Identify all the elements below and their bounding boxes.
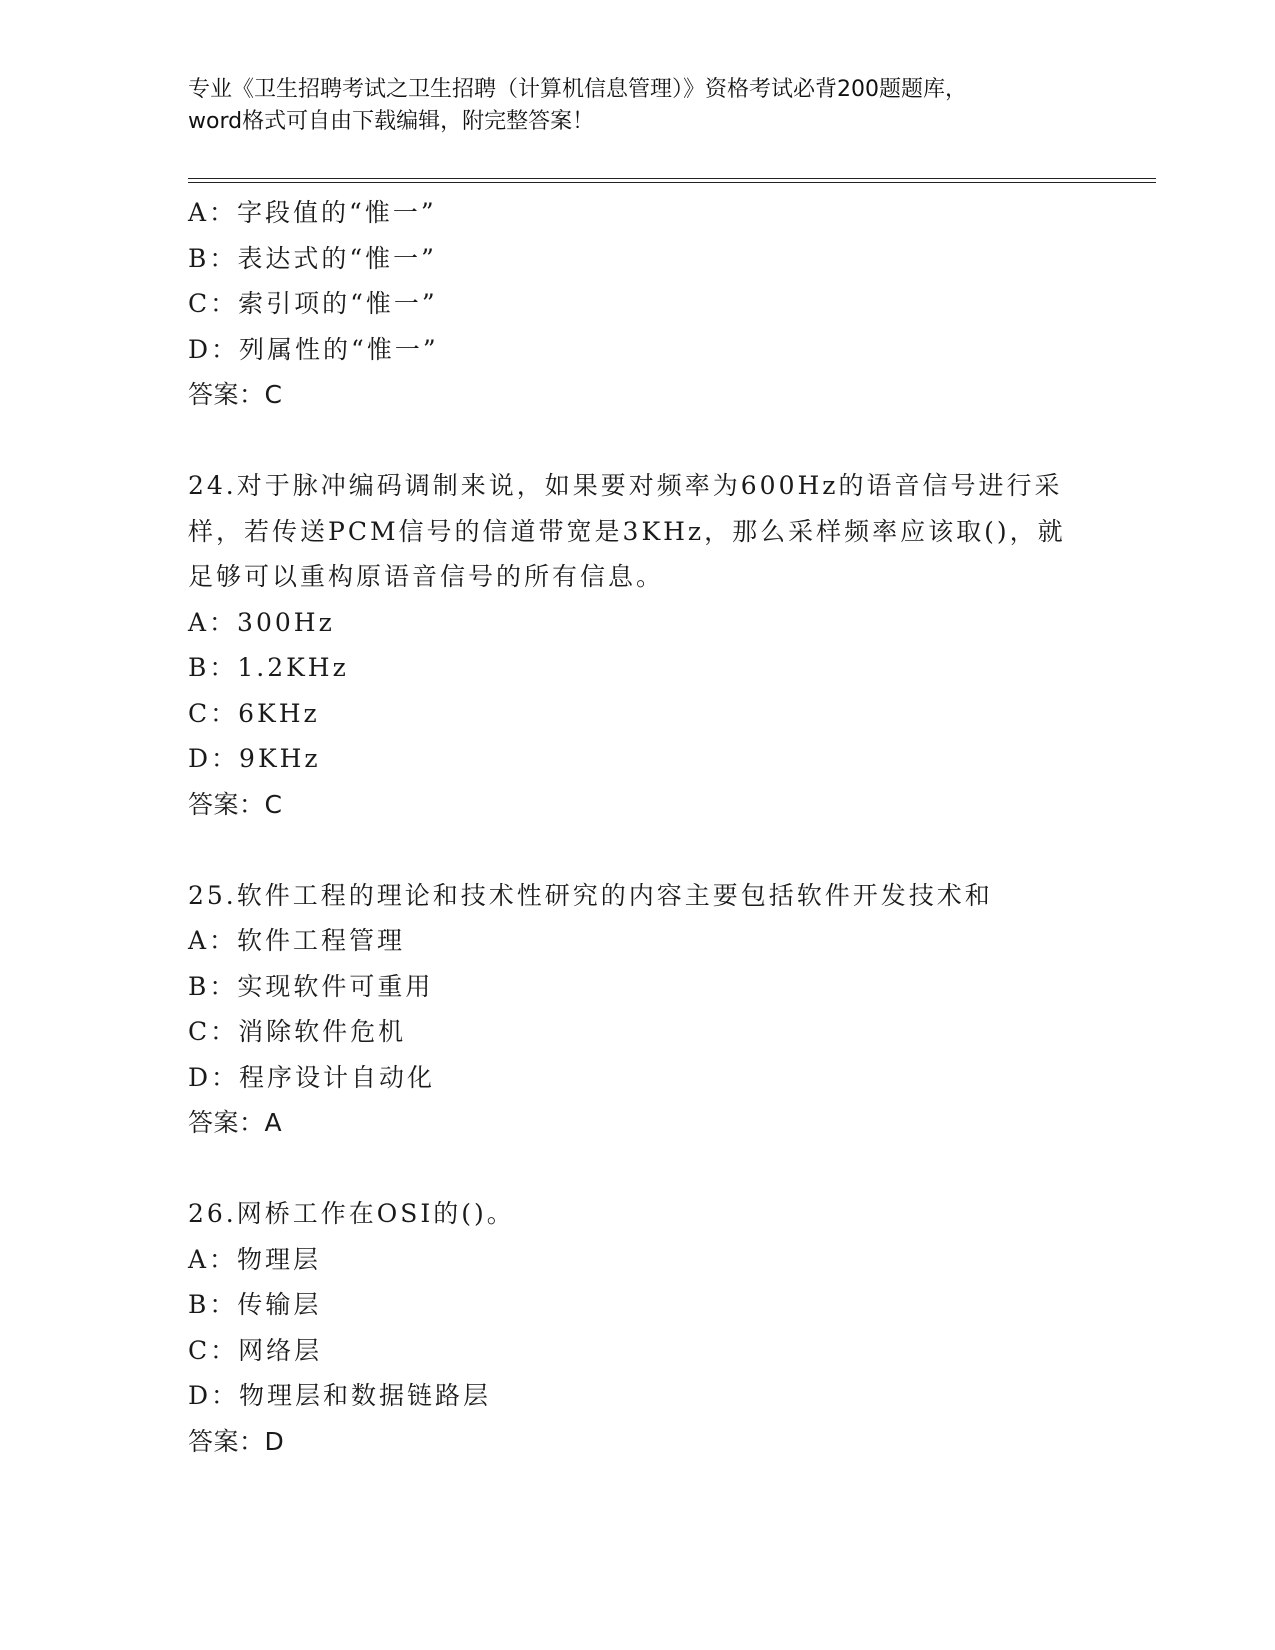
question-26-block bbox=[188, 1191, 1088, 1464]
option-c: C：网络层 bbox=[188, 1335, 323, 1365]
option-c: C：索引项的“惟一” bbox=[188, 289, 438, 318]
question-list bbox=[188, 190, 1088, 1464]
option-b: B：1.2KHz bbox=[188, 653, 349, 682]
header-divider-top bbox=[188, 178, 1156, 179]
option-b: B：表达式的“惟一” bbox=[188, 243, 437, 273]
spacer bbox=[188, 1146, 1088, 1192]
question-25-block bbox=[188, 873, 1088, 1146]
option-a: A：软件工程管理 bbox=[188, 926, 406, 955]
header-title-line-1: 专业《卫生招聘考试之卫生招聘（计算机信息管理）》资格考试必背200题题库， bbox=[188, 77, 967, 102]
option-b: B：传输层 bbox=[188, 1290, 322, 1319]
question-text-line: 26.网桥工作在OSI的()。 bbox=[188, 1199, 515, 1228]
option-d: D：程序设计自动化 bbox=[188, 1062, 436, 1092]
header-divider-bottom bbox=[188, 182, 1156, 183]
question-text-line: 24.对于脉冲编码调制来说，如果要对频率为600Hz的语音信号进行采 bbox=[188, 471, 1063, 500]
answer-line: 答案：A bbox=[188, 1108, 283, 1137]
option-d: D：物理层和数据链路层 bbox=[188, 1381, 492, 1410]
question-23-block bbox=[188, 190, 1088, 418]
option-c: C：消除软件危机 bbox=[188, 1017, 407, 1046]
spacer bbox=[188, 827, 1088, 873]
question-text-line: 样，若传送PCM信号的信道带宽是3KHz，那么采样频率应该取()，就 bbox=[188, 516, 1066, 546]
header-title-line-2: word格式可自由下载编辑，附完整答案！ bbox=[188, 109, 595, 134]
option-c: C：6KHz bbox=[188, 698, 320, 728]
answer-line: 答案：D bbox=[188, 1426, 285, 1456]
spacer bbox=[188, 418, 1088, 464]
document-header bbox=[188, 74, 1068, 138]
question-text-line: 足够可以重构原语音信号的所有信息。 bbox=[188, 562, 665, 591]
option-b: B：实现软件可重用 bbox=[188, 971, 434, 1001]
option-a: A：300Hz bbox=[188, 607, 335, 637]
answer-line: 答案：C bbox=[188, 380, 283, 409]
option-d: D：9KHz bbox=[188, 744, 321, 773]
option-d: D：列属性的“惟一” bbox=[188, 334, 439, 364]
option-a: A：物理层 bbox=[188, 1244, 322, 1274]
question-24-block bbox=[188, 463, 1088, 827]
answer-line: 答案：C bbox=[188, 789, 283, 819]
question-text-line: 25.软件工程的理论和技术性研究的内容主要包括软件开发技术和 bbox=[188, 880, 993, 910]
option-a: A：字段值的“惟一” bbox=[188, 198, 437, 227]
